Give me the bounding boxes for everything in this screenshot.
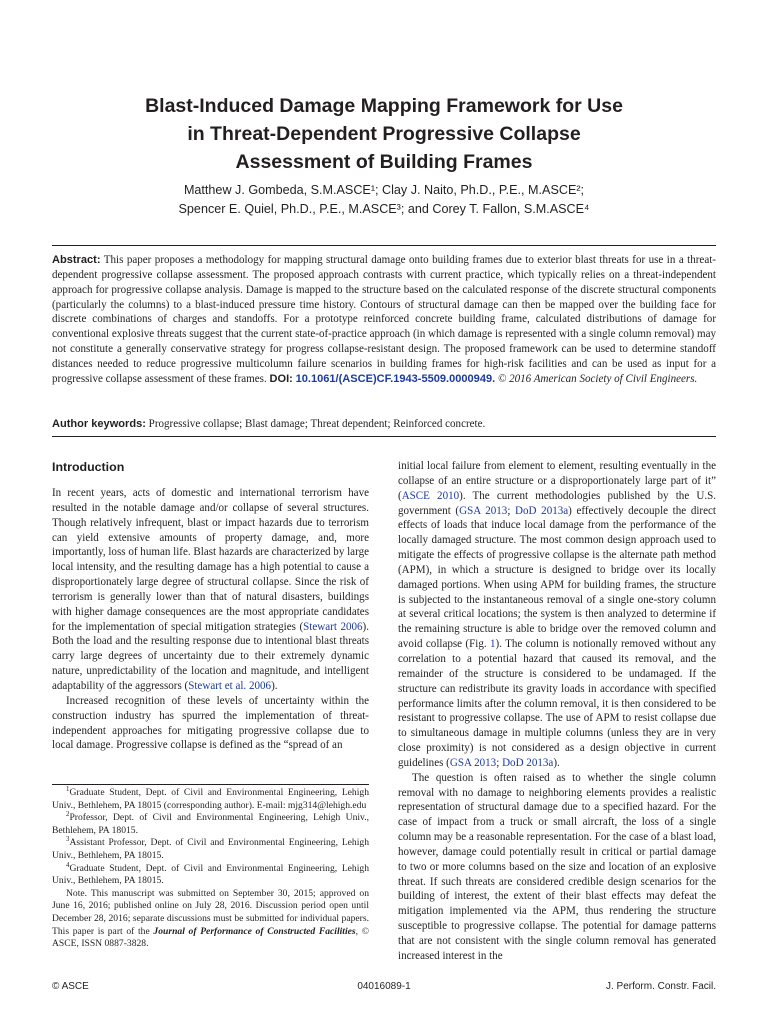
doi-link[interactable]: 10.1061/(ASCE)CF.1943-5509.0000949. [295, 372, 496, 385]
title-line-3: Assessment of Building Frames [235, 151, 533, 173]
author-keywords [52, 417, 716, 431]
footer-copyright: © ASCE [52, 981, 89, 992]
authors-line-1: Matthew J. Gombeda, S.M.ASCE¹; Clay J. Naito, Ph.D., P.E., M.ASCE²; [183, 183, 585, 197]
footnote-1: $^1$Graduate Student, Dept. of Civil and Environmental Engineering, Lehigh Univ., Bethlehem, PA 18015 (corresponding author). E-mail: mjg314@lehigh.edu [52, 785, 369, 811]
citation-link[interactable]: DoD 2013a [502, 756, 554, 769]
citation-link[interactable]: Stewart 2006 [303, 620, 363, 633]
right-paragraph-2: The question is often raised as to whether the single column removal with no damage to neighboring elements provides a realistic representation of structural damage due to a specified hazard. For the case of impact from a truck or small aircraft, the loss of a single column may be a reasonable representation. For the case of a blast load, however, damage could potentially result in critical or partial damage to two or more columns based on the size and location of an explosive threat. If such threats are considered credible design scenarios for the building of interest, the extent of their blast effects may defeat the mitigation implemented via the APM, thus rendering the structure susceptible to progressive collapse. The potential for damage patterns that are not consistent with the single column removal has generated increased interest in the [398, 771, 716, 962]
paper-title [60, 92, 708, 176]
left-column [52, 459, 369, 753]
citation-link[interactable]: GSA 2013 [459, 504, 508, 517]
abstract-label: Abstract: [52, 254, 101, 266]
citation-link[interactable]: DoD 2013a [515, 504, 569, 517]
right-column [398, 459, 716, 964]
right-paragraph-1: initial local failure from element to element, resulting eventually in the collapse of an entire structure or a disproportionately large part of it” (ASCE 2010). The current methodologies published by the U.S. government (GSA 2013; DoD 2013a) effectively decouple the direct effects of loads that induce local damage from the performance of the locally damaged structure. The most common design approach used to mitigate the effects of progressive collapse is the alternate path method (APM), in which a structure is designed to bridge over its locally damaged portions. When using APM for building frames, the structure is subjected to the instantaneous removal of a single one-story column at several critical locations; the system is then analyzed to determine if the remaining structure is able to bridge over the removed column and avoid collapse (Fig. 1). The column is notionally removed without any correlation to a potential hazard that caused its removal, and the remainder of the structure is considered to be undamaged. If the structure can redistribute its gravity loads in accordance with specified performance limits after the column removal, it is then considered to be resistant to progressive collapse. The use of APM to resist collapse due to simultaneous damage in multiple columns (unless they are in very close proximity) is not considered as a design objective in current guidelines (GSA 2013; DoD 2013a). [398, 460, 717, 769]
abstract-top-rule [52, 245, 716, 246]
author-list [60, 181, 708, 219]
footnote-rule [52, 784, 369, 785]
keywords-text: Progressive collapse; Blast damage; Threat dependent; Reinforced concrete. [145, 418, 486, 430]
footnote-2: $^2$Professor, Dept. of Civil and Environmental Engineering, Lehigh Univ., Bethlehem, PA 18015. [52, 811, 369, 836]
abstract-text: This paper proposes a methodology for mapping structural damage onto building frames due to exterior blast threats for use in a threat-dependent progressive collapse assessment. The proposed approach contrasts with current practice, which typically relies on a threat-independent approach for progressive collapse analysis. Damage is mapped to the structure based on the calculated response of the discrete structural components (particularly the columns) to a blast-induced pressure time history. Contours of structural damage can then be mapped over the building face for discrete combinations of charges and standoffs. For a prototype reinforced concrete building frame, calculated distributions of damage for conventional explosive threats suggest that the current state-of-practice approach (in which damage is represented with a single column removal) may not constitute a generally conservative strategy for progress collapse-resistant design. The proposed framework can be used to determine standoff distances needed to reduce progressive multicolumn failure scenarios in building frames for high-risk facilities and can be used as input for a progressive collapse assessment of these frames. [52, 254, 716, 385]
footnote-4: $^4$Graduate Student, Dept. of Civil and Environmental Engineering, Lehigh Univ., Bethlehem, PA 18015. [52, 861, 369, 887]
intro-paragraph-1: In recent years, acts of domestic and international terrorism have resulted in the notable damage and/or collapse of several structures. Though relatively infrequent, blast or impact hazards due to terrorism can yield extensive amounts of property damage, and, more importantly, loss of human life. Blast hazards are characterized by large local intensity, and the resulting damage has a high potential to cause a disproportionately large degree of structural collapse. Since the risk of terrorism is generally lower than that of natural disasters, buildings with higher damage consequences are the most appropriate candidates for the implementation of special mitigation strategies (Stewart 2006). Both the load and the resulting response due to intentional blast threats carry large degrees of uncertainty due to their extremely dynamic nature, unpredictability of the location and magnitude, and intelligent adaptability of the aggressors (Stewart et al. 2006). [52, 487, 369, 692]
citation-link[interactable]: GSA 2013 [449, 756, 497, 769]
citation-link[interactable]: Stewart et al. 2006 [188, 679, 272, 692]
journal-name: Journal of Performance of Constructed Facilities [153, 925, 356, 937]
doi-label: DOI: [269, 372, 293, 385]
title-line-2: in Threat-Dependent Progressive Collapse [187, 123, 581, 145]
authors-line-2: Spencer E. Quiel, Ph.D., P.E., M.ASCE³; and Corey T. Fallon, S.M.ASCE⁴ [178, 202, 590, 216]
footnotes [52, 787, 369, 951]
footer-journal: J. Perform. Constr. Facil. [605, 981, 716, 992]
figure-link[interactable]: 1 [489, 638, 496, 651]
abstract [52, 253, 716, 387]
abstract-copyright: © 2016 American Society of Civil Engineers. [495, 372, 698, 385]
title-line-1: Blast-Induced Damage Mapping Framework for Use [145, 95, 623, 117]
keywords-label: Author keywords: [52, 418, 146, 430]
section-heading-introduction: Introduction [52, 460, 125, 474]
abstract-bottom-rule [52, 436, 716, 437]
footnote-3: $^3$Assistant Professor, Dept. of Civil and Environmental Engineering, Lehigh Univ., Bethlehem, PA 18015. [52, 836, 369, 861]
citation-link[interactable]: ASCE 2010 [401, 489, 460, 502]
submission-note: Note. This manuscript was submitted on September 30, 2015; approved on June 16, 2016; published online on July 28, 2016. Discussion period open until December 28, 2016; separate discussions must be submitted for individual papers. This paper is part of the Journal of Performance of Constructed Facilities, © ASCE, ISSN 0887-3828. [52, 887, 369, 950]
intro-paragraph-2: Increased recognition of these levels of uncertainty within the construction industry has spurred the implementation of threat-independent approaches for mitigating progressive collapse due to local damage. Progressive collapse is defined as the “spread of an [52, 694, 369, 752]
